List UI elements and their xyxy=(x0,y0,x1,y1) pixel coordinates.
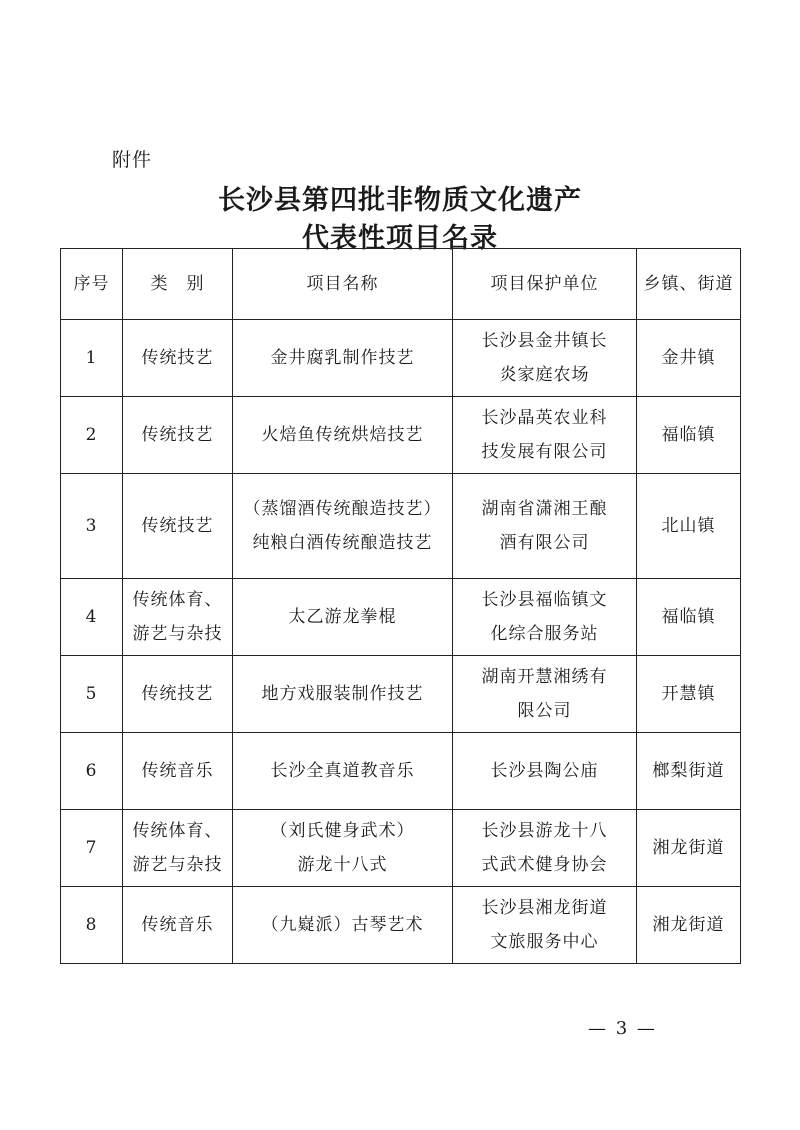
cell-text-line: 湖南省潇湘王酿 xyxy=(481,499,608,519)
cell-protection-unit xyxy=(453,810,637,887)
cell-text-line: 传统技艺 xyxy=(141,425,214,445)
cell-text-line: 限公司 xyxy=(517,701,572,721)
cell-project-name xyxy=(233,810,453,887)
cell-category xyxy=(123,810,233,887)
cell-town-street: 福临镇 xyxy=(637,579,741,656)
cell-text-line: 地方戏服装制作技艺 xyxy=(261,684,424,704)
cell-serial-number: 7 xyxy=(61,810,123,887)
cell-text-line: 纯粮白酒传统酿造技艺 xyxy=(252,533,433,553)
cell-text-line: 炎家庭农场 xyxy=(499,365,590,385)
cell-protection-unit xyxy=(453,397,637,474)
document-title-line-2: 代表性项目名录 xyxy=(302,223,498,254)
cell-project-name xyxy=(233,656,453,733)
cell-text-line: 传统体育、 xyxy=(132,590,223,610)
page-number: — 3 — xyxy=(588,1018,657,1039)
cell-serial-number: 8 xyxy=(61,887,123,964)
cell-text-line: 游龙十八式 xyxy=(297,855,388,875)
header-protection-unit: 项目保护单位 xyxy=(453,249,637,320)
cell-protection-unit xyxy=(453,887,637,964)
cell-text-line: （九嶷派）古琴艺术 xyxy=(261,915,424,935)
cell-text-line: 湖南开慧湘绣有 xyxy=(481,667,608,687)
table-row xyxy=(61,887,741,964)
cell-protection-unit xyxy=(453,320,637,397)
header-category: 类 别 xyxy=(123,249,233,320)
cell-text-line: 长沙晶英农业科 xyxy=(481,408,608,428)
cell-text-line: 火焙鱼传统烘焙技艺 xyxy=(261,425,424,445)
cell-text-line: 长沙县游龙十八 xyxy=(481,821,608,841)
table-row xyxy=(61,579,741,656)
cell-text-line: 化综合服务站 xyxy=(490,624,599,644)
cell-text-line: 太乙游龙拳棍 xyxy=(288,607,397,627)
cell-category xyxy=(123,474,233,579)
table-row xyxy=(61,397,741,474)
cell-protection-unit xyxy=(453,656,637,733)
cell-town-street: 湘龙街道 xyxy=(637,810,741,887)
header-town-street: 乡镇、街道 xyxy=(637,249,741,320)
table-row xyxy=(61,320,741,397)
cell-category xyxy=(123,397,233,474)
table-row xyxy=(61,810,741,887)
heritage-project-table xyxy=(60,248,741,964)
cell-serial-number: 5 xyxy=(61,656,123,733)
cell-text-line: 传统体育、 xyxy=(132,821,223,841)
cell-protection-unit xyxy=(453,733,637,810)
cell-text-line: 传统技艺 xyxy=(141,348,214,368)
table-row xyxy=(61,733,741,810)
cell-project-name xyxy=(233,474,453,579)
cell-text-line: 金井腐乳制作技艺 xyxy=(270,348,415,368)
document-title-line-1: 长沙县第四批非物质文化遗产 xyxy=(218,185,582,216)
cell-category xyxy=(123,320,233,397)
cell-serial-number: 3 xyxy=(61,474,123,579)
cell-project-name xyxy=(233,320,453,397)
header-project-name: 项目名称 xyxy=(233,249,453,320)
cell-text-line: 长沙全真道教音乐 xyxy=(270,761,415,781)
cell-project-name xyxy=(233,579,453,656)
table-row xyxy=(61,474,741,579)
cell-town-street: 榔梨街道 xyxy=(637,733,741,810)
cell-town-street: 福临镇 xyxy=(637,397,741,474)
cell-text-line: （刘氏健身武术） xyxy=(270,821,415,841)
cell-project-name xyxy=(233,397,453,474)
cell-town-street: 湘龙街道 xyxy=(637,887,741,964)
cell-text-line: 酒有限公司 xyxy=(499,533,590,553)
cell-text-line: 长沙县福临镇文 xyxy=(481,590,608,610)
cell-text-line: 游艺与杂技 xyxy=(132,855,223,875)
cell-category xyxy=(123,656,233,733)
table-header-row xyxy=(61,249,741,320)
cell-serial-number: 4 xyxy=(61,579,123,656)
cell-town-street: 北山镇 xyxy=(637,474,741,579)
cell-text-line: 技发展有限公司 xyxy=(481,442,608,462)
attachment-label: 附件 xyxy=(112,149,153,171)
cell-text-line: 传统音乐 xyxy=(141,761,214,781)
cell-protection-unit xyxy=(453,474,637,579)
cell-town-street: 开慧镇 xyxy=(637,656,741,733)
cell-project-name xyxy=(233,887,453,964)
cell-town-street: 金井镇 xyxy=(637,320,741,397)
table-row xyxy=(61,656,741,733)
cell-text-line: 长沙县金井镇长 xyxy=(481,331,608,351)
cell-project-name xyxy=(233,733,453,810)
cell-serial-number: 1 xyxy=(61,320,123,397)
cell-text-line: 长沙县湘龙街道 xyxy=(481,898,608,918)
cell-category xyxy=(123,579,233,656)
cell-text-line: 长沙县陶公庙 xyxy=(490,761,599,781)
cell-text-line: 文旅服务中心 xyxy=(490,932,599,952)
cell-category xyxy=(123,733,233,810)
cell-text-line: （蒸馏酒传统酿造技艺） xyxy=(243,499,442,519)
cell-protection-unit xyxy=(453,579,637,656)
cell-serial-number: 6 xyxy=(61,733,123,810)
cell-serial-number: 2 xyxy=(61,397,123,474)
cell-category xyxy=(123,887,233,964)
header-serial-number: 序号 xyxy=(61,249,123,320)
cell-text-line: 游艺与杂技 xyxy=(132,624,223,644)
cell-text-line: 传统音乐 xyxy=(141,915,214,935)
cell-text-line: 传统技艺 xyxy=(141,684,214,704)
cell-text-line: 传统技艺 xyxy=(141,516,214,536)
cell-text-line: 式武术健身协会 xyxy=(481,855,608,875)
